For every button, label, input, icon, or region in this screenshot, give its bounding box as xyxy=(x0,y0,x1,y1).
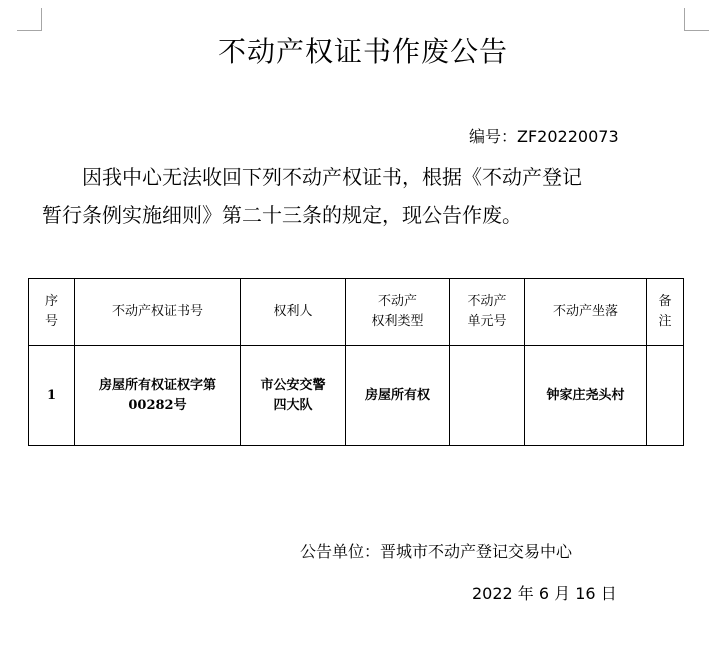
cell-remark xyxy=(647,346,684,446)
document-number-value: ZF20220073 xyxy=(517,127,619,146)
table-row xyxy=(29,346,684,446)
header-location: 不动产坐落 xyxy=(525,279,647,346)
header-holder: 权利人 xyxy=(241,279,346,346)
notice-body-line-1: 因我中心无法收回下列不动产权证书，根据《不动产登记 xyxy=(82,165,582,189)
certificate-table xyxy=(28,278,684,446)
page-corner-mark-top-right xyxy=(684,8,709,31)
header-seq-line2: 号 xyxy=(44,314,58,329)
header-seq xyxy=(29,279,75,346)
document-number-label: 编号： xyxy=(469,127,518,146)
header-remark-line1: 备 xyxy=(658,294,672,309)
cell-unit-no xyxy=(450,346,525,446)
cell-location: 钟家庄尧头村 xyxy=(525,346,647,446)
header-right-type xyxy=(346,279,450,346)
page-corner-mark-top-left xyxy=(17,8,42,31)
cell-cert-no-line2: 00282号 xyxy=(128,397,187,413)
notice-date: 2022 年 6 月 16 日 xyxy=(472,584,617,603)
header-remark xyxy=(647,279,684,346)
header-right-type-line1: 不动产 xyxy=(377,294,417,309)
page-title: 不动产权证书作废公告 xyxy=(217,35,508,68)
header-seq-line1: 序 xyxy=(44,294,58,309)
header-unit-no xyxy=(450,279,525,346)
table-header-row xyxy=(29,279,684,346)
cell-holder-line2: 四大队 xyxy=(273,397,313,413)
header-unit-no-line2: 单元号 xyxy=(467,314,507,329)
cell-cert-no-line1: 房屋所有权证权字第 xyxy=(98,377,216,393)
document-number xyxy=(469,124,619,147)
cell-cert-no xyxy=(75,346,241,446)
notice-body xyxy=(42,158,682,234)
cell-holder xyxy=(241,346,346,446)
cell-right-type: 房屋所有权 xyxy=(346,346,450,446)
cell-seq: 1 xyxy=(29,346,75,446)
cell-holder-line1: 市公安交警 xyxy=(260,377,326,393)
header-unit-no-line1: 不动产 xyxy=(467,294,507,309)
notice-body-line-2: 暂行条例实施细则》第二十三条的规定，现公告作废。 xyxy=(42,203,522,227)
header-right-type-line2: 权利类型 xyxy=(371,314,424,329)
issuing-unit: 公告单位：晋城市不动产登记交易中心 xyxy=(300,542,573,561)
header-cert-no: 不动产权证书号 xyxy=(75,279,241,346)
header-remark-line2: 注 xyxy=(658,314,672,329)
